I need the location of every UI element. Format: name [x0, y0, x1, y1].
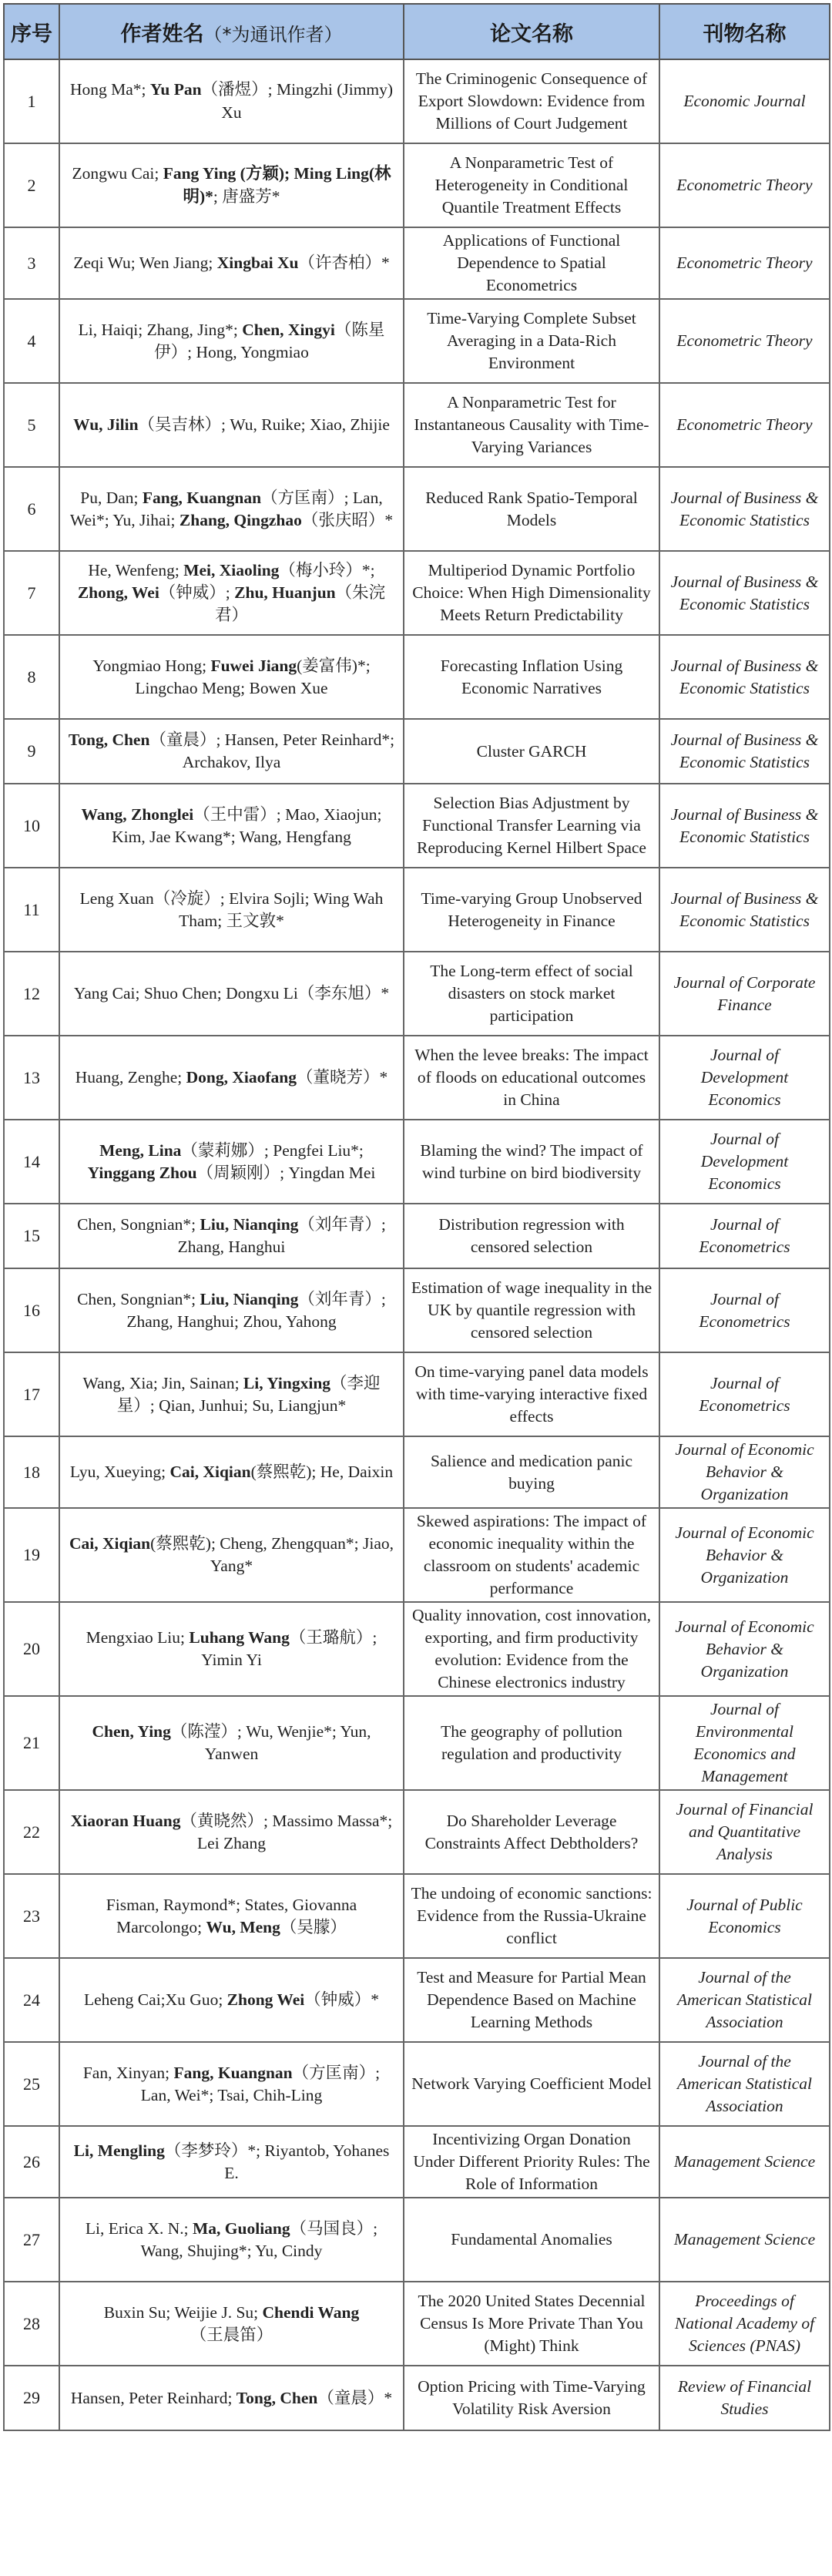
row-index: 29 — [4, 2366, 59, 2430]
table-row — [4, 1790, 830, 1874]
row-title: Option Pricing with Time-Varying Volatility Risk Aversion — [404, 2366, 659, 2430]
author-text: （朱浣君） — [214, 583, 386, 625]
author-name-bold: Wang, Zhonglei — [81, 804, 194, 824]
author-name-bold: Wu, Jilin — [73, 415, 139, 435]
row-authors — [59, 551, 404, 635]
author-text: （王晨笛） — [190, 2325, 273, 2344]
table-row — [4, 1352, 830, 1436]
author-name-bold: Zhang, Qingzhao — [179, 510, 302, 529]
table-row — [4, 1958, 830, 2042]
row-journal: Journal of Corporate Finance — [659, 952, 830, 1036]
row-title: The geography of pollution regulation and productivity — [404, 1696, 659, 1790]
row-journal: Journal of Economic Behavior & Organization — [659, 1508, 830, 1602]
row-title: Distribution regression with censored selection — [404, 1204, 659, 1268]
row-title: Test and Measure for Partial Mean Dependence Based on Machine Learning Methods — [404, 1958, 659, 2042]
author-name-bold: Cai, Xiqian — [169, 1463, 251, 1482]
author-name-bold: Yu Pan — [149, 80, 202, 99]
header-title: 论文名称 — [404, 4, 659, 59]
author-name-bold: Fang Ying (方颖); Ming Ling(林明)* — [163, 164, 391, 206]
table-body — [4, 59, 830, 2430]
row-journal: Journal of Business & Economic Statistics — [659, 467, 830, 551]
row-title: Time-Varying Complete Subset Averaging in a Data-Rich Environment — [404, 299, 659, 383]
row-index: 10 — [4, 784, 59, 868]
table-row — [4, 719, 830, 784]
row-authors — [59, 1120, 404, 1204]
author-name-bold: Li, Mengling — [73, 2141, 165, 2160]
author-name-bold: Cai, Xiqian — [69, 1534, 151, 1553]
table-row — [4, 2282, 830, 2366]
author-text: （方匡南）; Lan, Wei*; Yu, Jihai; — [69, 488, 383, 529]
table-row — [4, 1436, 830, 1508]
row-authors — [59, 1268, 404, 1352]
row-journal: Journal of Development Economics — [659, 1036, 830, 1120]
row-index: 26 — [4, 2126, 59, 2198]
author-text: （王璐航）; Yimin Yi — [201, 1628, 377, 1670]
author-text: （陈滢）; Wu, Wenjie*; Yun, Yanwen — [170, 1722, 371, 1764]
author-text: （潘煜）; Mingzhi (Jimmy) Xu — [201, 80, 394, 122]
author-text: Mengxiao Liu; — [86, 1628, 190, 1647]
publication-table — [3, 3, 830, 2431]
table-row — [4, 2126, 830, 2198]
row-journal: Econometric Theory — [659, 299, 830, 383]
row-index: 3 — [4, 227, 59, 299]
row-authors — [59, 2366, 404, 2430]
author-text: Huang, Zenghe; — [75, 1068, 186, 1087]
author-text: （方匡南）; Lan, Wei*; Tsai, Chih-Ling — [140, 2063, 381, 2104]
row-index: 20 — [4, 1602, 59, 1696]
row-index: 11 — [4, 868, 59, 952]
table-row — [4, 1874, 830, 1958]
row-journal: Econometric Theory — [659, 227, 830, 299]
row-title: Selection Bias Adjustment by Functional Transfer Learning via Reproducing Kernel Hilbert Space — [404, 784, 659, 868]
author-text: （钟威）* — [304, 1990, 380, 2010]
row-index: 28 — [4, 2282, 59, 2366]
author-text: （马国良）; Wang, Shujing*; Yu, Cindy — [140, 2218, 378, 2260]
author-name-bold: Zhu, Huanjun — [234, 583, 336, 603]
author-text: （钟威）; — [159, 583, 235, 603]
row-journal: Journal of Business & Economic Statistics — [659, 784, 830, 868]
row-authors — [59, 1508, 404, 1602]
author-text: Yongmiao Hong; — [92, 656, 211, 675]
row-title: Forecasting Inflation Using Economic Narratives — [404, 635, 659, 719]
header-index: 序号 — [4, 4, 59, 59]
author-text: （王中雷）; Mao, Xiaojun; Kim, Jae Kwang*; Wang, Hengfang — [112, 804, 382, 846]
table-row — [4, 227, 830, 299]
row-index: 16 — [4, 1268, 59, 1352]
author-text: Li, Erica X. N.; — [85, 2218, 193, 2238]
row-journal: Journal of Development Economics — [659, 1120, 830, 1204]
row-title: Quality innovation, cost innovation, exporting, and firm productivity evolution: Evidence from the Chinese electronics industry — [404, 1602, 659, 1696]
row-index: 19 — [4, 1508, 59, 1602]
author-name-bold: Chen, Ying — [92, 1722, 171, 1741]
table-row — [4, 2042, 830, 2126]
row-authors — [59, 59, 404, 143]
row-index: 1 — [4, 59, 59, 143]
row-title: Reduced Rank Spatio-Temporal Models — [404, 467, 659, 551]
table-row — [4, 59, 830, 143]
table-row — [4, 1120, 830, 1204]
author-text: Leng Xuan（冷旋）; Elvira Sojli; Wing Wah Tham; 王文敦* — [79, 888, 384, 930]
row-index: 13 — [4, 1036, 59, 1120]
author-text: Chen, Songnian*; — [77, 1289, 200, 1308]
author-text: Zongwu Cai; — [72, 164, 163, 183]
author-name-bold: Dong, Xiaofang — [186, 1068, 297, 1087]
author-text: （周颖刚）; Yingdan Mei — [196, 1163, 376, 1182]
row-journal: Econometric Theory — [659, 383, 830, 467]
row-authors — [59, 719, 404, 784]
table-row — [4, 551, 830, 635]
table-row — [4, 1696, 830, 1790]
author-text: (蔡熙乾); He, Daixin — [250, 1463, 394, 1482]
row-authors — [59, 2042, 404, 2126]
author-text: He, Wenfeng; — [88, 561, 184, 580]
row-index: 22 — [4, 1790, 59, 1874]
author-text: （吴朦） — [280, 1917, 347, 1936]
row-title: The undoing of economic sanctions: Evidence from the Russia-Ukraine conflict — [404, 1874, 659, 1958]
row-authors — [59, 227, 404, 299]
author-text: （童晨）* — [317, 2388, 393, 2407]
table-row — [4, 2198, 830, 2282]
row-title: When the levee breaks: The impact of floods on educational outcomes in China — [404, 1036, 659, 1120]
row-authors — [59, 868, 404, 952]
row-journal: Journal of Econometrics — [659, 1268, 830, 1352]
author-name-bold: Yinggang Zhou — [87, 1163, 197, 1182]
row-journal: Economic Journal — [659, 59, 830, 143]
author-text: （董晓芳）* — [296, 1068, 388, 1087]
author-name-bold: Chendi Wang — [262, 2302, 360, 2322]
row-journal: Journal of Econometrics — [659, 1204, 830, 1268]
author-text: Chen, Songnian*; — [77, 1215, 200, 1234]
author-text: Buxin Su; Weijie J. Su; — [103, 2302, 263, 2322]
author-name-bold: Tong, Chen — [68, 730, 150, 750]
author-text: （刘年青）; Zhang, Hanghui; Zhou, Yahong — [126, 1289, 386, 1331]
author-text: （李梦玲）*; Riyantob, Yohanes E. — [164, 2141, 390, 2182]
row-authors — [59, 1790, 404, 1874]
row-authors — [59, 1352, 404, 1436]
row-index: 9 — [4, 719, 59, 784]
author-text: （许杏柏）* — [298, 254, 390, 273]
author-name-bold: Zhong, Wei — [77, 583, 159, 603]
table-row — [4, 635, 830, 719]
author-text: （梅小玲）*; — [279, 561, 375, 580]
row-title: Fundamental Anomalies — [404, 2198, 659, 2282]
author-text: Fan, Xinyan; — [82, 2063, 174, 2082]
row-authors — [59, 143, 404, 227]
author-text: (姜富伟)*; Lingchao Meng; Bowen Xue — [135, 656, 371, 697]
row-journal: Journal of Financial and Quantitative Analysis — [659, 1790, 830, 1874]
author-name-bold: Xingbai Xu — [216, 254, 299, 273]
table-row — [4, 784, 830, 868]
row-index: 21 — [4, 1696, 59, 1790]
author-name-bold: Tong, Chen — [236, 2388, 318, 2407]
row-title: Salience and medication panic buying — [404, 1436, 659, 1508]
row-authors — [59, 1204, 404, 1268]
table-row — [4, 467, 830, 551]
row-authors — [59, 383, 404, 467]
table-row — [4, 143, 830, 227]
row-index: 15 — [4, 1204, 59, 1268]
row-index: 14 — [4, 1120, 59, 1204]
row-title: Time-varying Group Unobserved Heterogeneity in Finance — [404, 868, 659, 952]
row-journal: Journal of Economic Behavior & Organization — [659, 1602, 830, 1696]
author-text: Fisman, Raymond*; States, Giovanna Marcolongo; — [106, 1895, 357, 1936]
author-name-bold: Wu, Meng — [206, 1917, 280, 1936]
row-authors — [59, 784, 404, 868]
row-authors — [59, 1436, 404, 1508]
row-journal: Econometric Theory — [659, 143, 830, 227]
row-journal: Journal of the American Statistical Association — [659, 1958, 830, 2042]
header-authors — [59, 4, 404, 59]
table-header-row — [4, 4, 830, 59]
author-text: Hong Ma*; — [69, 80, 150, 99]
author-text: （张庆昭）* — [301, 510, 394, 529]
row-index: 5 — [4, 383, 59, 467]
row-authors — [59, 1602, 404, 1696]
row-authors — [59, 1874, 404, 1958]
header-journal: 刊物名称 — [659, 4, 830, 59]
author-name-bold: Mei, Xiaoling — [183, 561, 280, 580]
author-text: （陈星伊）; Hong, Yongmiao — [154, 320, 385, 361]
row-index: 23 — [4, 1874, 59, 1958]
row-journal: Management Science — [659, 2126, 830, 2198]
table-row — [4, 1036, 830, 1120]
row-title: Network Varying Coefficient Model — [404, 2042, 659, 2126]
row-title: The Criminogenic Consequence of Export Slowdown: Evidence from Millions of Court Judgement — [404, 59, 659, 143]
row-index: 17 — [4, 1352, 59, 1436]
author-text: Pu, Dan; — [80, 488, 143, 507]
table-row — [4, 1508, 830, 1602]
author-name-bold: Fang, Kuangnan — [173, 2063, 293, 2082]
row-authors — [59, 952, 404, 1036]
row-authors — [59, 299, 404, 383]
author-name-bold: Li, Yingxing — [243, 1373, 331, 1392]
row-journal: Journal of Business & Economic Statistics — [659, 551, 830, 635]
author-text: Lyu, Xueying; — [69, 1463, 170, 1482]
row-journal: Journal of Economic Behavior & Organization — [659, 1436, 830, 1508]
row-title: On time-varying panel data models with time-varying interactive fixed effects — [404, 1352, 659, 1436]
row-index: 27 — [4, 2198, 59, 2282]
author-text: （李迎星）; Qian, Junhui; Su, Liangjun* — [116, 1373, 381, 1415]
table-row — [4, 952, 830, 1036]
row-title: The Long-term effect of social disasters on stock market participation — [404, 952, 659, 1036]
author-text: Li, Haiqi; Zhang, Jing*; — [78, 320, 243, 339]
author-name-bold: Chen, Xingyi — [242, 320, 335, 339]
row-index: 4 — [4, 299, 59, 383]
row-index: 6 — [4, 467, 59, 551]
header-authors-hint: （*为通讯作者） — [203, 23, 343, 45]
row-index: 18 — [4, 1436, 59, 1508]
author-name-bold: Liu, Nianqing — [200, 1215, 299, 1234]
row-index: 7 — [4, 551, 59, 635]
row-title: Applications of Functional Dependence to Spatial Econometrics — [404, 227, 659, 299]
row-journal: Journal of Business & Economic Statistics — [659, 635, 830, 719]
row-title: Do Shareholder Leverage Constraints Affect Debtholders? — [404, 1790, 659, 1874]
author-text: Leheng Cai;Xu Guo; — [83, 1990, 227, 2010]
author-text: (蔡熙乾); Cheng, Zhengquan*; Jiao, Yang* — [150, 1534, 394, 1576]
author-name-bold: Fang, Kuangnan — [142, 488, 262, 507]
row-journal: Management Science — [659, 2198, 830, 2282]
row-title: Incentivizing Organ Donation Under Different Priority Rules: The Role of Information — [404, 2126, 659, 2198]
author-name-bold: Fuwei Jiang — [210, 656, 297, 675]
row-title: A Nonparametric Test of Heterogeneity in Conditional Quantile Treatment Effects — [404, 143, 659, 227]
header-authors-label: 作者姓名 — [120, 22, 204, 46]
row-authors — [59, 1036, 404, 1120]
author-name-bold: Liu, Nianqing — [200, 1289, 299, 1308]
author-text: （吴吉林）; Wu, Ruike; Xiao, Zhijie — [138, 415, 390, 435]
table-row — [4, 1268, 830, 1352]
row-journal: Review of Financial Studies — [659, 2366, 830, 2430]
table-row — [4, 383, 830, 467]
table-row — [4, 2366, 830, 2430]
row-authors — [59, 467, 404, 551]
row-journal: Journal of Business & Economic Statistics — [659, 719, 830, 784]
row-title: Estimation of wage inequality in the UK by quantile regression with censored selection — [404, 1268, 659, 1352]
row-journal: Journal of the American Statistical Association — [659, 2042, 830, 2126]
author-name-bold: Meng, Lina — [99, 1140, 182, 1160]
row-authors — [59, 1958, 404, 2042]
row-journal: Journal of Environmental Economics and Management — [659, 1696, 830, 1790]
author-text: Yang Cai; Shuo Chen; Dongxu Li（李东旭）* — [73, 984, 390, 1003]
row-index: 2 — [4, 143, 59, 227]
row-title: A Nonparametric Test for Instantaneous Causality with Time-Varying Variances — [404, 383, 659, 467]
row-title: Blaming the wind? The impact of wind turbine on bird biodiversity — [404, 1120, 659, 1204]
author-text: Hansen, Peter Reinhard; — [70, 2388, 237, 2407]
row-index: 12 — [4, 952, 59, 1036]
author-text: Zeqi Wu; Wen Jiang; — [73, 254, 217, 273]
row-index: 25 — [4, 2042, 59, 2126]
row-title: Skewed aspirations: The impact of economic inequality within the classroom on students' academic performance — [404, 1508, 659, 1602]
row-authors — [59, 2126, 404, 2198]
row-authors — [59, 1696, 404, 1790]
row-journal: Journal of Econometrics — [659, 1352, 830, 1436]
row-journal: Journal of Business & Economic Statistics — [659, 868, 830, 952]
author-name-bold: Luhang Wang — [189, 1628, 290, 1647]
row-index: 24 — [4, 1958, 59, 2042]
author-text: ; 唐盛芳* — [213, 186, 280, 206]
author-name-bold: Ma, Guoliang — [193, 2218, 290, 2238]
row-title: Multiperiod Dynamic Portfolio Choice: When High Dimensionality Meets Return Predictability — [404, 551, 659, 635]
row-index: 8 — [4, 635, 59, 719]
row-authors — [59, 2198, 404, 2282]
row-title: Cluster GARCH — [404, 719, 659, 784]
row-journal: Journal of Public Economics — [659, 1874, 830, 1958]
table-row — [4, 868, 830, 952]
table-row — [4, 1602, 830, 1696]
author-name-bold: Zhong Wei — [226, 1990, 305, 2010]
author-text: （童晨）; Hansen, Peter Reinhard*; Archakov, Ilya — [149, 730, 395, 772]
row-authors — [59, 2282, 404, 2366]
author-text: Wang, Xia; Jin, Sainan; — [82, 1373, 243, 1392]
author-text: （蒙莉娜）; Pengfei Liu*; — [181, 1140, 364, 1160]
author-text: （刘年青）; Zhang, Hanghui — [177, 1215, 386, 1257]
author-text: （黄晓然）; Massimo Massa*; Lei Zhang — [180, 1811, 393, 1852]
table-row — [4, 1204, 830, 1268]
row-authors — [59, 635, 404, 719]
row-title: The 2020 United States Decennial Census Is More Private Than You (Might) Think — [404, 2282, 659, 2366]
table-row — [4, 299, 830, 383]
row-journal: Proceedings of National Academy of Sciences (PNAS) — [659, 2282, 830, 2366]
author-name-bold: Xiaoran Huang — [70, 1811, 181, 1830]
